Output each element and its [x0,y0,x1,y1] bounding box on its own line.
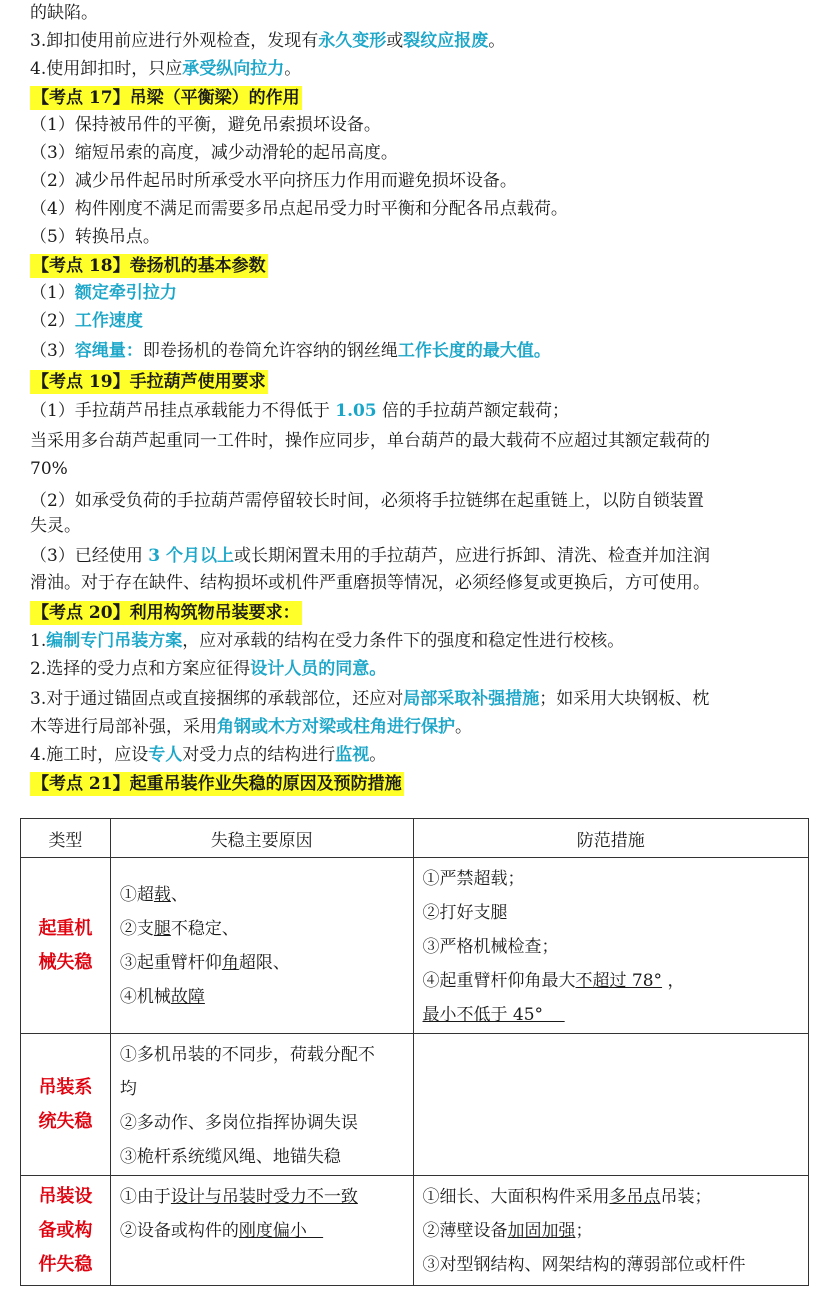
text-line: （4）构件刚度不满足而需要多吊点起吊受力时平衡和分配各吊点载荷。 [30,199,568,219]
text-span: ；如采用大块钢板、枕 [539,689,710,709]
highlight-term: 设计人员的同意。 [250,659,387,679]
text-line [30,630,812,652]
cause-item: ③桅杆系统缆风绳、地锚失稳 [119,1147,341,1167]
text-line [30,688,812,710]
measures-cell [413,1176,809,1286]
section-heading [30,254,812,278]
highlight-term: 承受纵向拉力 [182,59,285,79]
cause-item: ②多动作、多岗位指挥协调失误 [119,1113,358,1133]
text-span: 木等进行局部补强，采用 [30,717,217,737]
measure-item: ①细长、大面积构件采用多吊点吊装； [422,1187,712,1207]
text-line: （3）缩短吊索的高度，减少动滑轮的起吊高度。 [30,143,398,163]
text-line: 失灵。 [30,516,81,536]
measure-item: ②薄壁设备加固加强； [422,1221,593,1241]
cause-item: ①多机吊装的不同步，荷载分配不 [119,1045,375,1065]
highlight-term: 局部采取补强措施 [403,689,540,709]
highlight-term: 额定牵引拉力 [74,283,177,303]
header-causes: 失稳主要原因 [110,819,413,858]
header-measures: 防范措施 [413,819,809,858]
cause-item: ②支腿不稳定、 [119,919,239,939]
text-line: （2）如承受负荷的手拉葫芦需停留较长时间，必须将手拉链绑在起重链上，以防自锁装置 [30,491,704,511]
text-line: 70% [30,459,68,479]
text-span: 或 [386,31,404,51]
highlight-term: 容绳量： [74,341,143,361]
text-span: 倍的手拉葫芦额定载荷； [376,401,570,421]
text-span: 即卷扬机的卷筒允许容纳的钢丝绳 [142,341,398,361]
text-span: 3.对于通过锚固点或直接捆绑的承载部位，还应对 [30,689,404,709]
table-row [21,1034,809,1176]
text-span: 3.卸扣使用前应进行外观检查，发现有 [30,31,319,51]
section-heading-text: 【考点 19】手拉葫芦使用要求 [32,372,266,392]
text-span: 或长期闲置未用的手拉葫芦，应进行拆卸、清洗、检查并加注润 [233,546,710,566]
section-heading [30,86,812,110]
instability-type [21,1034,111,1176]
text-span: 。 [455,717,472,737]
text-line: 当采用多台葫芦起重同一工件时，操作应同步，单台葫芦的最大载荷不应超过其额定载荷的 [30,431,710,451]
text-line: （1）保持被吊件的平衡，避免吊索损坏设备。 [30,115,381,135]
table-header-row [21,819,809,858]
measure-item: ②打好支腿 [422,903,508,923]
cause-item: ①超载、 [119,885,188,905]
section-heading [30,370,812,394]
text-line [30,400,812,422]
text-line [30,310,812,332]
text-span: 。 [369,745,387,765]
text-span: 。 [284,59,302,79]
measure-item: ④起重臂杆仰角最大不超过 78° ， [422,971,685,991]
type-text: 吊装系 [38,1076,93,1098]
text-line: 的缺陷。 [30,3,98,23]
text-line [30,716,812,738]
type-text: 备或构 [38,1219,93,1241]
text-line [30,58,812,80]
section-heading [30,601,812,625]
highlight-term: 3 个月以上 [148,546,234,566]
text-line [30,744,812,766]
cause-item: ①由于设计与吊装时受力不一致 [119,1187,358,1207]
causes-cell [110,1176,413,1286]
text-span: ，应对承载的结构在受力条件下的强度和稳定性进行校核。 [182,631,625,651]
type-text: 起重机 [38,917,93,939]
text-line [30,30,812,52]
text-span: （3）已经使用 [30,546,149,566]
highlight-term: 专人 [148,745,183,765]
type-text: 统失稳 [38,1110,93,1132]
text-line [30,545,812,567]
text-span: （1）手拉葫芦吊挂点承载能力不得低于 [30,401,336,421]
text-line [30,340,812,362]
highlight-term: 工作速度 [74,311,143,331]
table-row [21,1176,809,1286]
highlight-term: 永久变形 [318,31,387,51]
section-heading-text: 【考点 18】卷扬机的基本参数 [32,256,266,276]
text-line [30,658,812,680]
measure-item: ①严禁超载； [422,869,525,889]
cause-item: ②设备或构件的刚度偏小 [119,1221,324,1241]
highlight-term: 1.05 [335,401,377,421]
instability-type [21,858,111,1034]
cause-item: ④机械故障 [119,987,205,1007]
cause-item: ③起重臂杆仰角超限、 [119,953,290,973]
highlight-term: 角钢或木方对梁或柱角进行保护 [217,717,455,737]
text-line: （2）减少吊件起吊时所承受水平向挤压力作用而避免损坏设备。 [30,171,517,191]
table-row [21,858,809,1034]
text-line: （5）转换吊点。 [30,227,160,247]
causes-cell [110,1034,413,1176]
text-span: 1. [30,631,47,651]
text-span: 4.使用卸扣时，只应 [30,59,183,79]
type-text: 件失稳 [38,1253,93,1275]
highlight-term: 编制专门吊装方案 [46,631,183,651]
header-type: 类型 [21,819,111,858]
text-span: 。 [488,31,506,51]
measure-item: ③对型钢结构、网架结构的薄弱部位或杆件 [422,1255,746,1275]
section-heading [30,772,812,796]
cause-item: 均 [119,1079,137,1099]
text-line: 滑油。对于存在缺件、结构损坏或机件严重磨损等情况，必须经修复或更换后，方可使用。 [30,573,710,593]
text-span: （2） [30,311,75,331]
section-heading-text: 【考点 20】利用构筑物吊装要求： [32,603,300,623]
section-heading-text: 【考点 17】吊梁（平衡梁）的作用 [32,88,300,108]
highlight-term: 工作长度的最大值。 [397,341,551,361]
section-heading-text: 【考点 21】起重吊装作业失稳的原因及预防措施 [32,774,402,794]
text-span: （3） [30,341,75,361]
type-text: 吊装设 [38,1185,93,1207]
highlight-term: 监视 [335,745,370,765]
instability-type [21,1176,111,1286]
measure-item: ③严格机械检查； [422,937,559,957]
highlight-term: 裂纹应报废 [403,31,489,51]
text-span: 4.施工时，应设 [30,745,149,765]
measure-item: 最小不低于 45° [422,1005,565,1025]
text-span: 对受力点的结构进行 [182,745,336,765]
measures-cell [413,1034,809,1176]
measures-cell [413,858,809,1034]
text-span: 2.选择的受力点和方案应征得 [30,659,251,679]
text-span: （1） [30,283,75,303]
instability-table [20,818,809,1286]
type-text: 械失稳 [38,951,93,973]
causes-cell [110,858,413,1034]
text-line [30,282,812,304]
